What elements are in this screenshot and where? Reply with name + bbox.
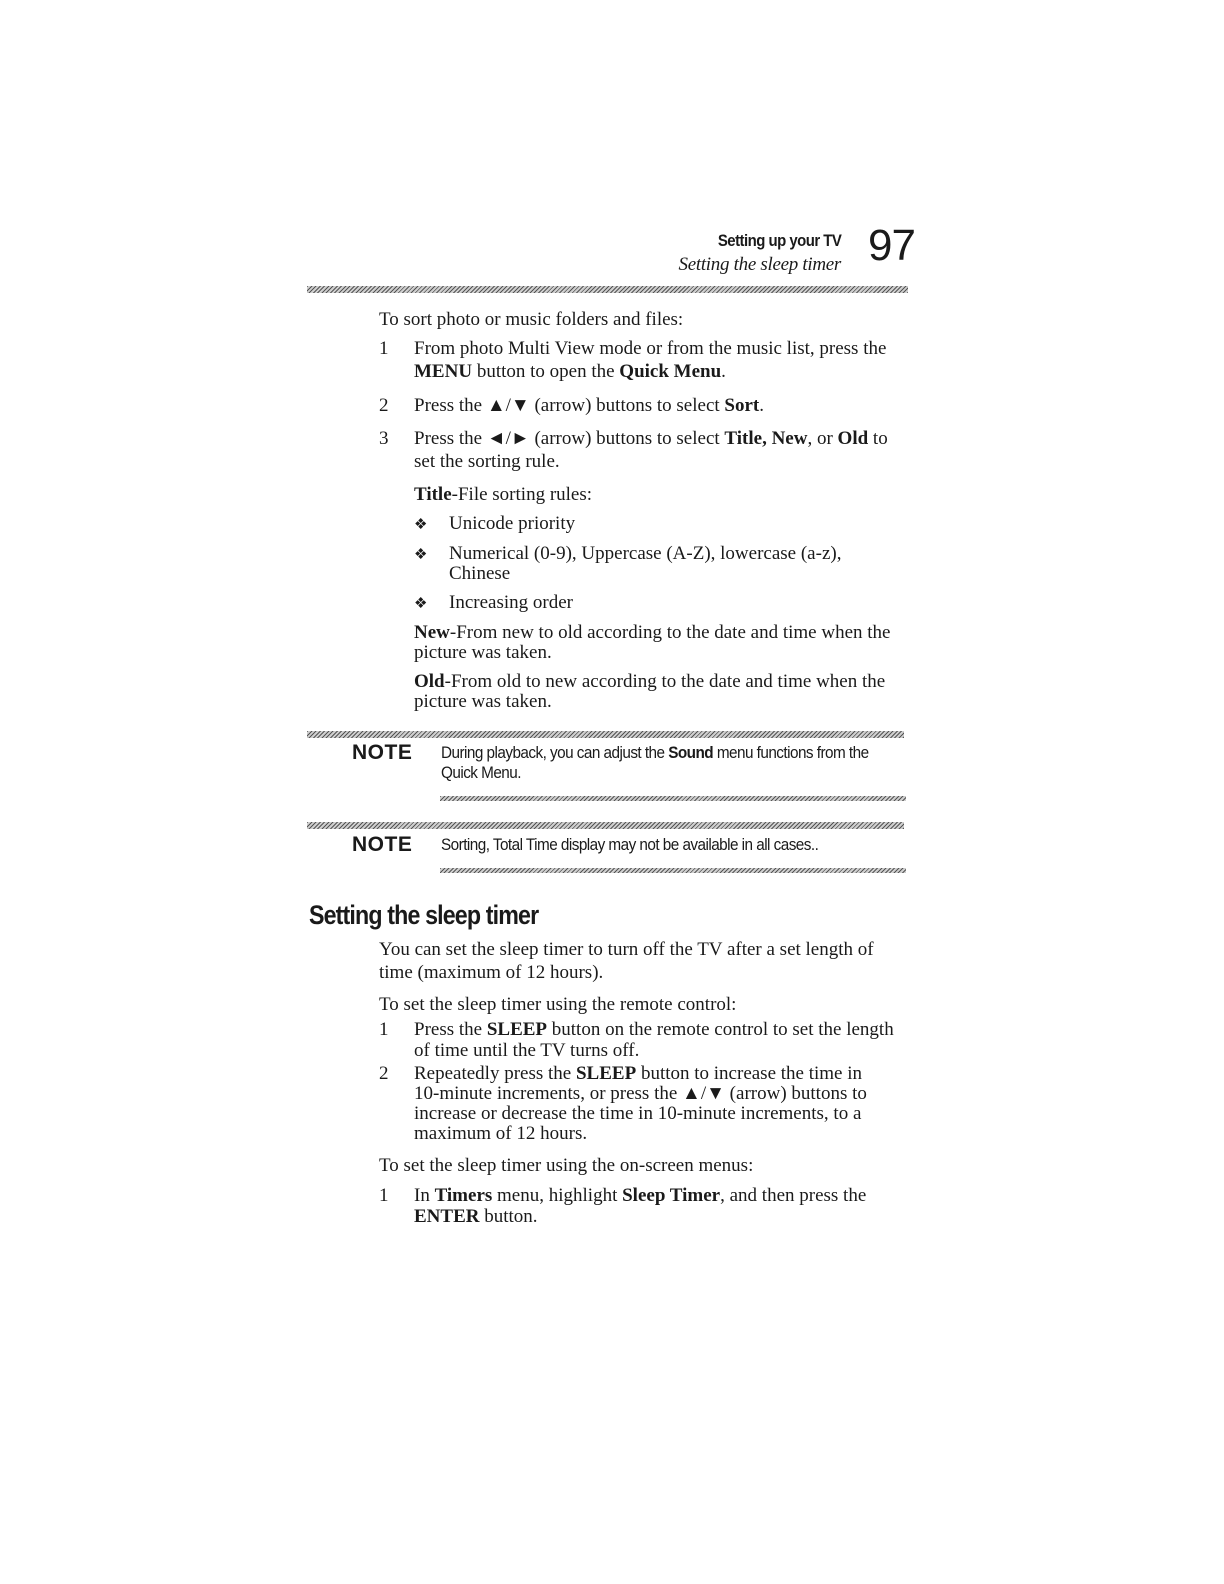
- step-text: Repeatedly press the: [414, 1063, 576, 1084]
- step-text: Press the ◄/► (arrow) buttons to select: [414, 428, 725, 449]
- bullet-item: Numerical (0-9), Uppercase (A-Z), lowercase (a-z),: [449, 543, 842, 564]
- step-text: Press the ▲/▼ (arrow) buttons to select: [414, 395, 725, 416]
- sleep-intro-line-2: time (maximum of 12 hours).: [379, 962, 604, 983]
- remote-step-2-line-3: increase or decrease the time in 10-minute increments, to a: [414, 1103, 862, 1124]
- sort-label: Sort: [724, 395, 760, 416]
- step-text: button to open the: [472, 361, 620, 382]
- note-top-rule: [307, 731, 904, 738]
- note-text-line-1: Sorting, Total Time display may not be available in all cases..: [441, 835, 819, 854]
- step-3-line-1: [414, 428, 888, 449]
- step-text: button to increase the time in: [636, 1063, 863, 1084]
- old-rule-line-2: picture was taken.: [414, 691, 552, 712]
- bullet-item: Increasing order: [449, 592, 573, 613]
- step-text: Press the: [414, 1019, 487, 1040]
- sleep-button-label: SLEEP: [486, 1019, 548, 1040]
- remote-step-1-line-1: [414, 1019, 894, 1040]
- note-top-rule: [307, 822, 904, 829]
- step-3-line-2: set the sorting rule.: [414, 451, 560, 472]
- sleep-intro-line-1: You can set the sleep timer to turn off the TV after a set length of: [379, 939, 874, 960]
- old-rule-text: -From old to new according to the date and time when the: [444, 671, 886, 692]
- timers-menu-label: Timers: [434, 1185, 493, 1206]
- section-heading: Setting the sleep timer: [309, 900, 539, 930]
- step-text: , and then press the: [720, 1185, 867, 1206]
- quick-menu-label: Quick Menu: [619, 361, 722, 382]
- step-number: 1: [379, 1019, 389, 1040]
- bullet-item: Unicode priority: [449, 513, 576, 534]
- step-number: 2: [379, 1063, 389, 1084]
- menu-step-1-line-2: [414, 1206, 538, 1227]
- remote-step-2-line-2: 10-minute increments, or press the ▲/▼ (arrow) buttons to: [414, 1083, 867, 1104]
- note-bottom-rule: [440, 796, 906, 801]
- running-header-chapter: Setting up your TV: [717, 231, 841, 250]
- new-rule-text: -From new to old according to the date and time when the: [449, 622, 891, 643]
- sleep-timer-label: Sleep Timer: [622, 1185, 721, 1206]
- sound-menu-label: Sound: [668, 743, 714, 762]
- title-rules-text: -File sorting rules:: [451, 484, 593, 505]
- enter-button-label: ENTER: [414, 1206, 480, 1227]
- diamond-bullet-icon: ❖: [414, 517, 428, 533]
- note-text: menu functions from the: [713, 743, 869, 762]
- step-text: button.: [479, 1206, 538, 1227]
- page-number: 97: [868, 221, 915, 270]
- step-number: 1: [379, 338, 389, 359]
- note-bottom-rule: [440, 868, 906, 873]
- running-header-section: Setting the sleep timer: [678, 254, 841, 275]
- title-option: Title,: [724, 428, 767, 449]
- bullet-item-continuation: Chinese: [449, 563, 511, 584]
- note-label: NOTE: [352, 833, 413, 856]
- remote-step-1-line-2: of time until the TV turns off.: [414, 1040, 640, 1061]
- remote-step-2-line-4: maximum of 12 hours.: [414, 1123, 588, 1144]
- old-rule-line-1: [414, 671, 885, 692]
- step-number: 2: [379, 395, 389, 416]
- old-rule-label: Old: [414, 671, 445, 692]
- note-label: NOTE: [352, 741, 413, 764]
- step-2-line: [414, 395, 764, 416]
- step-text: In: [414, 1185, 435, 1206]
- new-rule-line-1: [414, 622, 890, 643]
- step-text: to: [868, 428, 888, 449]
- title-rules-heading: [414, 484, 592, 505]
- step-1-line-1: From photo Multi View mode or from the music list, press the: [414, 338, 887, 359]
- diamond-bullet-icon: ❖: [414, 596, 428, 612]
- step-1-line-2: [414, 361, 726, 382]
- step-number: 3: [379, 428, 389, 449]
- new-option: New: [771, 428, 808, 449]
- note-text-line-1: [441, 743, 869, 763]
- note-text-line-2: Quick Menu.: [441, 763, 521, 782]
- new-rule-label: New: [414, 622, 450, 643]
- remote-intro: To set the sleep timer using the remote control:: [379, 994, 737, 1015]
- old-option: Old: [837, 428, 869, 449]
- step-text: menu, highlight: [492, 1185, 623, 1206]
- new-rule-line-2: picture was taken.: [414, 642, 552, 663]
- menu-step-1-line-1: [414, 1185, 866, 1206]
- menu-intro: To set the sleep timer using the on-screen menus:: [379, 1155, 754, 1176]
- step-number: 1: [379, 1185, 389, 1206]
- header-rule: [307, 286, 908, 293]
- note-text: During playback, you can adjust the: [441, 743, 669, 762]
- sort-intro: To sort photo or music folders and files:: [379, 309, 684, 330]
- menu-button-label: MENU: [414, 361, 473, 382]
- step-text: , or: [807, 428, 838, 449]
- diamond-bullet-icon: ❖: [414, 547, 428, 563]
- sleep-button-label: SLEEP: [575, 1063, 637, 1084]
- step-text: .: [721, 361, 726, 382]
- step-text: button on the remote control to set the length: [547, 1019, 894, 1040]
- remote-step-2-line-1: [414, 1063, 862, 1084]
- step-text: .: [759, 395, 764, 416]
- title-rules-label: Title: [414, 484, 452, 505]
